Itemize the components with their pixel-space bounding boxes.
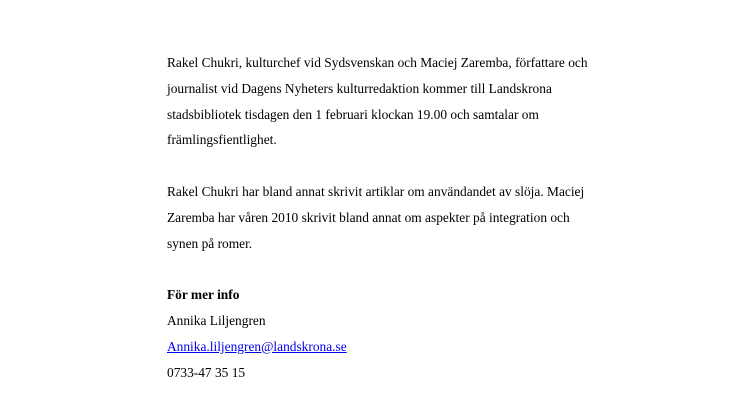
background-line-1: Rakel Chukri har bland annat skrivit artiklar om användandet av slöja. Maciej [167,183,585,199]
contact-email-link[interactable]: Annika.liljengren@landskrona.se [167,338,347,354]
contact-phone: 0733-47 35 15 [167,364,246,380]
background-line-2: Zaremba har våren 2010 skrivit bland annat om aspekter på integration och [167,209,570,225]
intro-line-4: främlingsfientlighet. [167,132,277,148]
paragraph-spacer [167,153,687,179]
intro-line-2: journalist vid Dagens Nyheters kulturredaktion kommer till Landskrona [167,80,552,96]
background-paragraph [167,179,687,256]
intro-paragraph [167,50,687,153]
contact-block [167,282,687,385]
paragraph-spacer [167,256,687,282]
contact-name: Annika Liljengren [167,312,266,328]
document-body [167,50,687,385]
contact-heading: För mer info [167,287,240,303]
intro-line-1: Rakel Chukri, kulturchef vid Sydsvenskan och Maciej Zaremba, författare och [167,55,588,70]
intro-line-3: stadsbibliotek tisdagen den 1 februari klockan 19.00 och samtalar om [167,106,539,122]
background-line-3: synen på romer. [167,235,253,251]
